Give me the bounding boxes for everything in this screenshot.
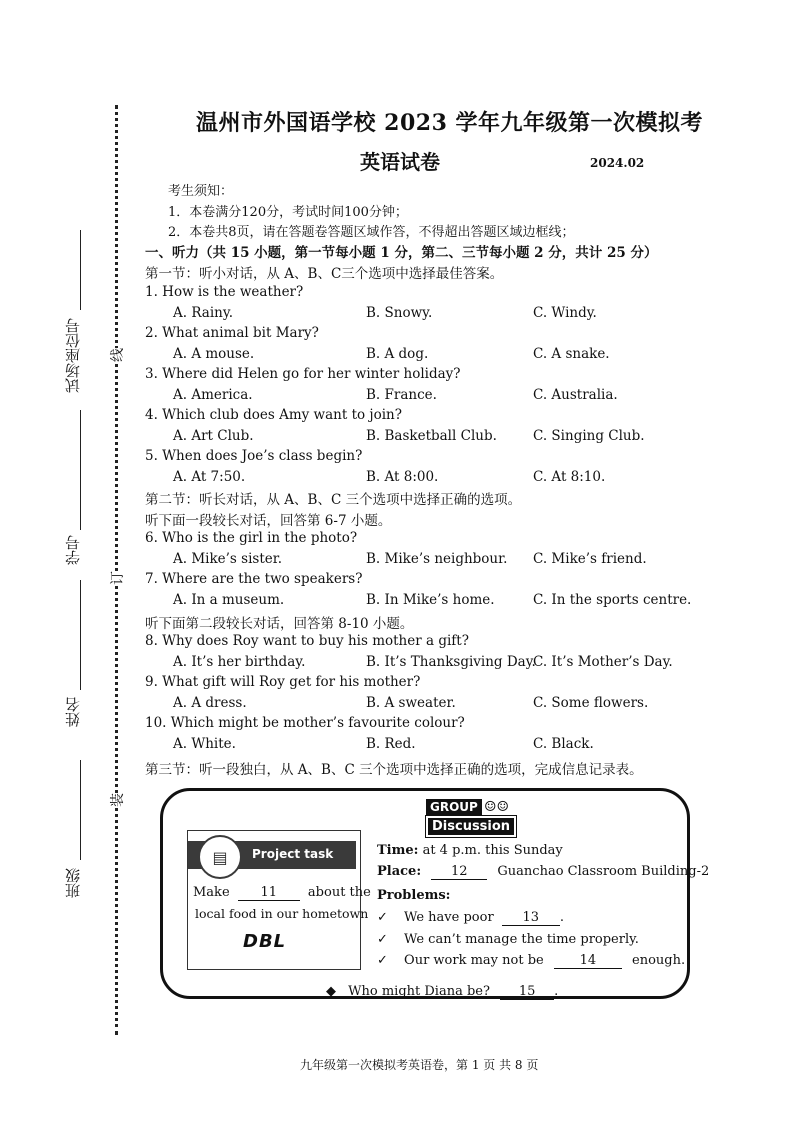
cut-cut-label: 订 <box>107 571 127 585</box>
problem-2 <box>377 932 639 947</box>
question-7-option-b: B. In Mike’s home. <box>366 592 495 608</box>
question-8-option-a: A. It’s her birthday. <box>173 654 306 670</box>
place-label: Place: <box>377 864 422 879</box>
time-label: Time: <box>377 843 419 858</box>
question-2-option-a: A. A mouse. <box>173 346 255 362</box>
who-period: . <box>554 984 559 999</box>
question-1-option-c: C. Windy. <box>533 305 597 321</box>
binding-dotted-line <box>115 105 118 1035</box>
question-6-option-a: A. Mike’s sister. <box>173 551 283 567</box>
document-icon: ▤ <box>198 835 242 879</box>
part3-instruction: 第三节：听一段独白，从 A、B、C 三个选项中选择正确的选项，完成信息记录表。 <box>145 762 643 778</box>
question-2-option-b: B. A dog. <box>366 346 429 362</box>
question-5: 5. When does Joe’s class begin? <box>145 448 363 464</box>
problem-1-period: . <box>559 910 564 925</box>
task-make: Make <box>193 885 230 900</box>
class-line <box>80 760 81 860</box>
question-9: 9. What gift will Roy get for his mother? <box>145 674 421 690</box>
who-row <box>326 984 558 1000</box>
check-icon: ✓ <box>377 910 388 925</box>
question-4-option-b: B. Basketball Club. <box>366 428 497 444</box>
time-row <box>377 843 563 858</box>
problem-2-text: We can’t manage the time properly. <box>404 932 639 947</box>
blank-15: 15 <box>500 984 554 1000</box>
people-icon: ☺☺ <box>484 799 510 815</box>
badge-discussion: Discussion <box>426 816 516 837</box>
question-1-option-b: B. Snowy. <box>366 305 433 321</box>
group-discussion-badge <box>426 799 516 835</box>
question-8-option-b: B. It’s Thanksgiving Day. <box>366 654 536 670</box>
question-8-option-c: C. It’s Mother’s Day. <box>533 654 673 670</box>
seat-line <box>80 230 81 310</box>
notice-item-1: 1．本卷满分120分，考试时间100分钟； <box>168 205 408 220</box>
project-task-card <box>187 830 371 970</box>
notice-heading: 考生须知： <box>168 184 234 199</box>
question-4: 4. Which club does Amy want to join? <box>145 407 402 423</box>
question-6-option-b: B. Mike’s neighbour. <box>366 551 508 567</box>
question-2: 2. What animal bit Mary? <box>145 325 319 341</box>
blank-11: 11 <box>238 885 300 901</box>
question-6: 6. Who is the girl in the photo? <box>145 530 358 546</box>
class-label: 班级 <box>64 868 82 898</box>
question-3-option-c: C. Australia. <box>533 387 618 403</box>
problem-1-text: We have poor <box>404 910 494 925</box>
exam-date: 2024.02 <box>590 156 645 170</box>
check-icon: ✓ <box>377 932 388 947</box>
question-5-option-a: A. At 7:50. <box>173 469 246 485</box>
who-text: Who might Diana be? <box>348 984 490 999</box>
student-no-label: 学号 <box>64 535 82 565</box>
question-1-option-a: A. Rainy. <box>173 305 233 321</box>
part2-intro-2: 听下面第二段较长对话，回答第 8-10 小题。 <box>145 616 414 632</box>
blank-14: 14 <box>554 953 622 969</box>
task-line-2: local food in our hometown <box>195 906 369 921</box>
page-footer: 九年级第一次模拟考英语卷，第 1 页 共 8 页 <box>300 1058 539 1072</box>
badge-group: GROUP <box>426 799 482 815</box>
question-10-option-a: A. White. <box>173 736 236 752</box>
question-9-option-a: A. A dress. <box>173 695 247 711</box>
diamond-icon: ◆ <box>326 984 336 999</box>
problem-3-end: enough. <box>632 953 686 968</box>
problem-3 <box>377 953 685 969</box>
question-2-option-c: C. A snake. <box>533 346 610 362</box>
question-3-option-a: A. America. <box>173 387 253 403</box>
question-7-option-c: C. In the sports centre. <box>533 592 692 608</box>
question-10-option-b: B. Red. <box>366 736 416 752</box>
question-3: 3. Where did Helen go for her winter holiday? <box>145 366 461 382</box>
blank-12: 12 <box>431 864 487 880</box>
question-10: 10. Which might be mother’s favourite colour? <box>145 715 465 731</box>
part1-instruction: 第一节：听小对话，从 A、B、C三个选项中选择最佳答案。 <box>145 266 504 282</box>
task-header-label: Project task <box>252 847 334 861</box>
section1-heading: 一、听力（共 15 小题，第一节每小题 1 分，第二、三节每小题 2 分，共计 25 分） <box>145 245 658 261</box>
question-4-option-a: A. Art Club. <box>173 428 254 444</box>
cut-line-label: 线 <box>107 348 127 362</box>
question-1: 1. How is the weather? <box>145 284 304 300</box>
dbl-logo: DBL <box>243 931 287 952</box>
question-3-option-b: B. France. <box>366 387 437 403</box>
question-10-option-c: C. Black. <box>533 736 594 752</box>
place-value: Guanchao Classroom Building-2 <box>497 864 710 879</box>
task-header <box>188 841 356 869</box>
place-row <box>377 864 709 880</box>
exam-title: 温州市外国语学校 2023 学年九年级第一次模拟考 <box>196 110 704 136</box>
problem-3-text: Our work may not be <box>404 953 544 968</box>
question-9-option-b: B. A sweater. <box>366 695 456 711</box>
name-label: 姓名 <box>64 697 82 727</box>
exam-subtitle: 英语试卷 <box>360 150 440 174</box>
task-about: about the <box>307 885 371 900</box>
question-7: 7. Where are the two speakers? <box>145 571 363 587</box>
problem-1 <box>377 910 564 926</box>
question-9-option-c: C. Some flowers. <box>533 695 649 711</box>
question-8: 8. Why does Roy want to buy his mother a gift? <box>145 633 469 649</box>
notice-item-2: 2．本卷共8页，请在答题卷答题区域作答，不得超出答题区域边框线； <box>168 225 575 240</box>
cut-bind-label: 装 <box>107 793 127 807</box>
part2-intro-1: 听下面一段较长对话，回答第 6-7 小题。 <box>145 513 392 529</box>
student-no-line <box>80 410 81 530</box>
question-7-option-a: A. In a museum. <box>173 592 285 608</box>
blank-13: 13 <box>502 910 560 926</box>
problems-label: Problems: <box>377 888 451 903</box>
time-value: at 4 p.m. this Sunday <box>422 843 563 858</box>
question-5-option-b: B. At 8:00. <box>366 469 439 485</box>
part2-instruction: 第二节：听长对话，从 A、B、C 三个选项中选择正确的选项。 <box>145 492 522 508</box>
seat-label: 试场座位号 <box>64 318 82 393</box>
question-4-option-c: C. Singing Club. <box>533 428 645 444</box>
question-6-option-c: C. Mike’s friend. <box>533 551 647 567</box>
name-line <box>80 580 81 690</box>
task-line-1 <box>193 885 371 901</box>
question-5-option-c: C. At 8:10. <box>533 469 606 485</box>
check-icon: ✓ <box>377 953 388 968</box>
